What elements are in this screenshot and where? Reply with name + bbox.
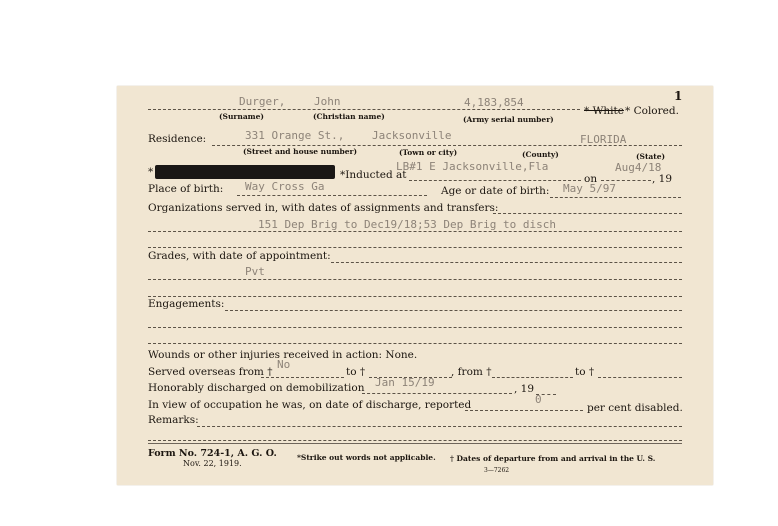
print-code: 3—7262: [484, 467, 510, 474]
overseas-from-line: [261, 377, 344, 378]
birthplace-value: Way Cross Ga: [245, 180, 325, 193]
year-label: , 19: [652, 173, 673, 185]
race-colored-label: * Colored.: [625, 105, 679, 117]
overseas-to2-line: [598, 377, 682, 378]
to2-label: to †: [575, 366, 595, 378]
discharged-year-label: , 19: [514, 383, 535, 395]
discharged-line: [362, 393, 512, 394]
grades-label: Grades, with date of appointment:: [148, 250, 331, 262]
age-line: [550, 197, 681, 198]
serial-number-caption: (Army serial number): [463, 115, 554, 124]
inducted-label: *Inducted at: [340, 169, 407, 181]
state-caption: (State): [636, 152, 666, 161]
remarks-line-2: [148, 440, 682, 441]
on-label: on: [584, 173, 598, 185]
grades-line-3: [148, 296, 682, 297]
form-number: Form No. 724-1, A. G. O.: [148, 448, 277, 459]
remarks-label: Remarks:: [148, 414, 199, 426]
redacted-text: [155, 165, 335, 179]
footnote-strike: *Strike out words not applicable.: [297, 453, 436, 462]
residence-label: Residence:: [148, 133, 207, 145]
grades-value: Pvt: [245, 265, 265, 278]
inducted-date-line: [601, 180, 651, 181]
discharged-value: Jan 15/19: [375, 376, 435, 389]
remarks-rule: [148, 443, 682, 444]
disabled-label: per cent disabled.: [587, 402, 683, 414]
from-label: , from †: [451, 366, 492, 378]
organizations-line-1: [493, 213, 682, 214]
occupation-line: [465, 410, 583, 411]
remarks-line-1: [197, 426, 682, 427]
residence-town-value: Jacksonville: [372, 129, 452, 142]
organizations-value: 151 Dep Brig to Dec19/18;53 Dep Brig to disch: [258, 218, 557, 231]
engagements-line-2: [148, 327, 682, 328]
surname-value: Durger,: [239, 95, 286, 108]
footnote-dates: † Dates of departure from and arrival in the U. S.: [450, 454, 656, 463]
overseas-value: No: [277, 358, 291, 371]
overseas-label: Served overseas from †: [148, 366, 273, 378]
county-caption: (County): [522, 150, 559, 159]
street-caption: (Street and house number): [243, 147, 358, 156]
form-date: Nov. 22, 1919.: [183, 459, 242, 468]
inducted-place-line: [409, 180, 581, 181]
inducted-date-value: Aug4/18: [615, 161, 662, 174]
name-line: [148, 109, 580, 110]
discharged-label: Honorably discharged on demobilization: [148, 382, 365, 394]
residence-line: [212, 145, 682, 146]
age-label: Age or date of birth:: [441, 185, 550, 197]
christian-name-caption: (Christian name): [313, 112, 385, 121]
redaction-asterisk: *: [148, 166, 154, 178]
grades-line-1: [331, 262, 682, 263]
engagements-label: Engagements:: [148, 298, 225, 310]
race-white-label: * White: [584, 105, 624, 117]
birthplace-label: Place of birth:: [148, 183, 224, 195]
to-label: to †: [346, 366, 366, 378]
christian-name-value: John: [314, 95, 341, 108]
draft-record-card: [117, 86, 713, 485]
surname-caption: (Surname): [219, 112, 264, 121]
organizations-label: Organizations served in, with dates of assignments and transfers:: [148, 202, 499, 214]
wounds-label: Wounds or other injuries received in action: None.: [148, 349, 418, 361]
occupation-label: In view of occupation he was, on date of discharge, reported: [148, 399, 472, 411]
organizations-line-3: [148, 247, 682, 248]
organizations-line-2: [148, 231, 682, 232]
grades-line-2: [148, 279, 682, 280]
inducted-place-value: LB#1 E Jacksonville,Fla: [396, 160, 549, 173]
engagements-line-3: [148, 343, 682, 344]
birthplace-line: [237, 195, 427, 196]
page-number: 1: [674, 89, 683, 103]
overseas-from2-line: [492, 377, 573, 378]
residence-state-value: FLORIDA: [580, 133, 627, 146]
age-value: May 5/97: [563, 182, 616, 195]
town-caption: (Town or city): [399, 148, 458, 157]
occupation-value: 0: [535, 393, 542, 406]
serial-number-value: 4,183,854: [464, 96, 524, 109]
engagements-line-1: [225, 310, 682, 311]
residence-street-value: 331 Orange St.,: [245, 129, 345, 142]
